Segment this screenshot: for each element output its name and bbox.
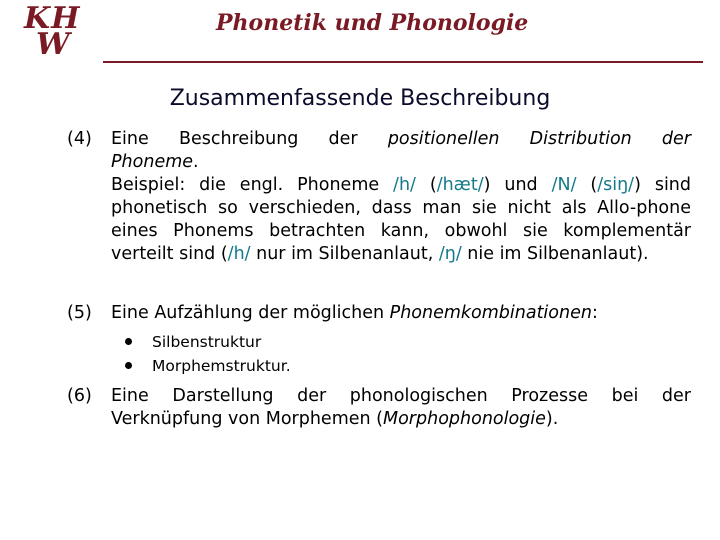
item4-line2 — [111, 151, 691, 174]
example-text: ( — [415, 175, 437, 195]
item6-end: ). — [545, 409, 559, 429]
item-number: (5) — [67, 303, 92, 323]
phoneme-sing: /siŋ/ — [597, 175, 635, 195]
phoneme-h: /h/ — [393, 175, 416, 195]
phoneme-haet: /hæt/ — [436, 175, 484, 195]
bullet-text: Silbenstruktur — [152, 333, 262, 351]
item4-emphasis-phoneme: Phoneme — [111, 152, 194, 172]
item4-emphasis: positionellen Distribution der — [387, 129, 691, 149]
item6-text: Eine Darstellung der phonologischen Prozesse bei der Verknüpfung von Morphemen ( — [111, 386, 691, 429]
bullet-text: Morphemstruktur. — [152, 357, 291, 375]
slide-title: Zusammenfassende Beschreibung — [169, 86, 551, 111]
item5-emphasis: Phonemkombinationen — [389, 303, 592, 323]
example-text: ) und — [483, 175, 552, 195]
item-number: (6) — [67, 386, 92, 406]
example-text: Beispiel: die engl. Phoneme — [111, 175, 394, 195]
bullet-icon — [125, 362, 132, 369]
item4-line1 — [111, 128, 691, 151]
header-divider — [103, 61, 703, 63]
item5-colon: : — [591, 303, 598, 323]
item-number: (4) — [67, 129, 92, 149]
bullet-icon — [125, 338, 132, 345]
phoneme-eng: /ŋ/ — [438, 244, 462, 264]
bullet-item — [125, 355, 291, 377]
example-text: ) sind phonetisch so verschieden, dass man sie nicht als Allo-phone eines Phonems betrachten kann, obwohl sie komplementär verteilt sind ( — [111, 175, 692, 264]
item5-text: Eine Aufzählung der möglichen — [111, 303, 390, 323]
item4-period: . — [193, 152, 199, 172]
header-title: Phonetik und Phonologie — [216, 10, 529, 36]
khw-logo — [22, 2, 94, 64]
logo-line1: KH — [24, 1, 81, 36]
example-text: nie im Silbenanlaut). — [461, 244, 649, 264]
phoneme-N: /N/ — [551, 175, 577, 195]
list-item-5 — [67, 302, 691, 325]
bullet-item — [125, 331, 261, 353]
list-item-6 — [67, 385, 691, 431]
example-text: ( — [576, 175, 598, 195]
item4-text: Eine Beschreibung der — [111, 129, 388, 149]
list-item-4 — [67, 128, 691, 266]
item4-example — [111, 174, 691, 266]
item6-emphasis: Morphophonologie — [383, 409, 546, 429]
logo-line2: W — [36, 27, 70, 62]
example-text: nur im Silbenanlaut, — [250, 244, 439, 264]
phoneme-h-2: /h/ — [227, 244, 251, 264]
